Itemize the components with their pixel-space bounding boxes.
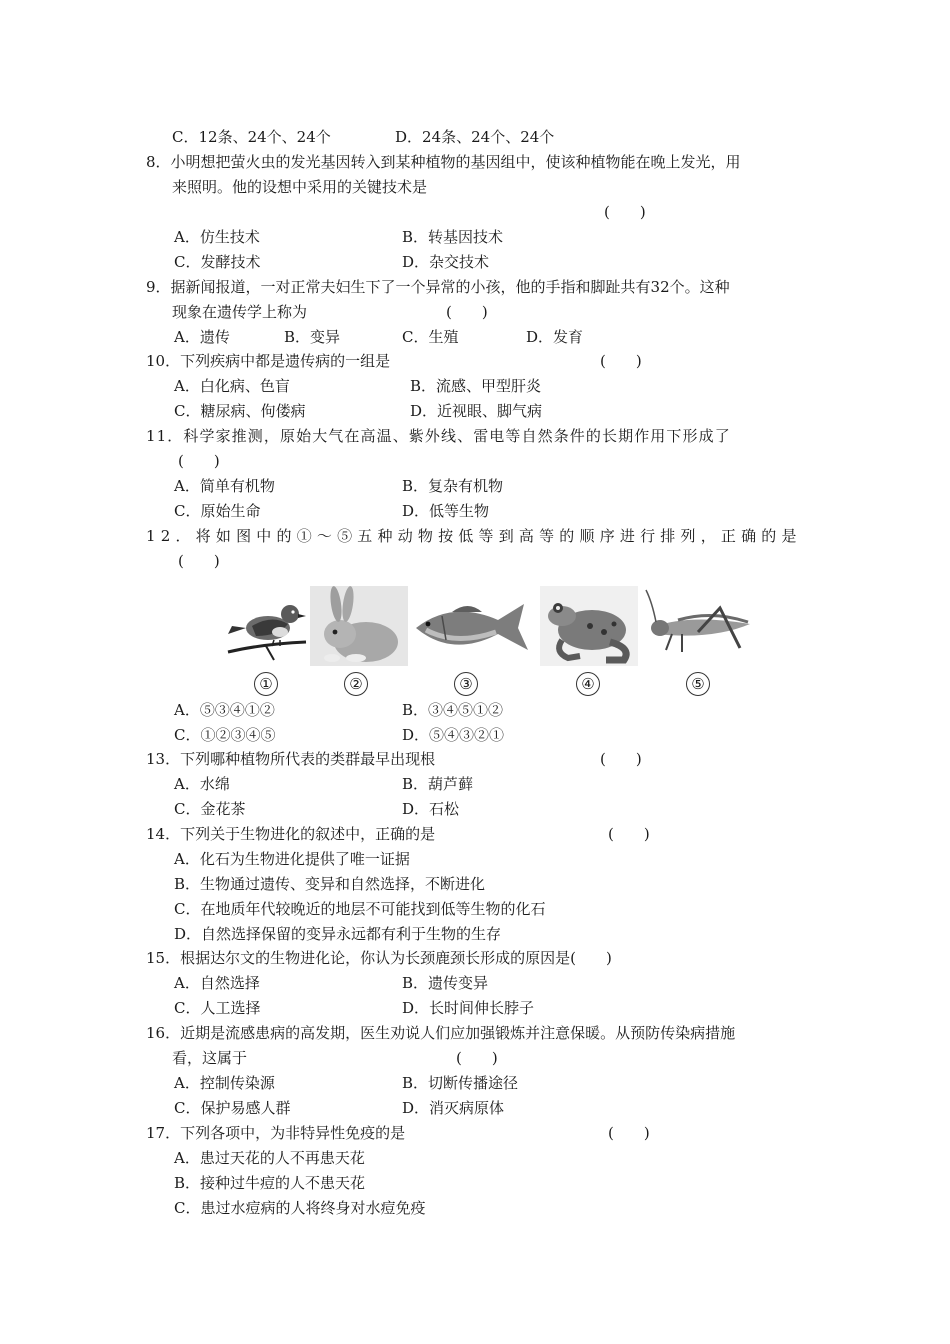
- q9-option-c: C．生殖: [402, 328, 459, 346]
- q11-stem: 11．科学家推测，原始大气在高温、紫外线、雷电等自然条件的长期作用下形成了: [146, 427, 731, 445]
- q7-option-d: D．24条、24个、24个: [395, 128, 555, 146]
- q12-answer-paren: ( ): [178, 552, 220, 570]
- q10-option-d: D．近视眼、脚气病: [410, 402, 543, 420]
- q16-option-d: D．消灭病原体: [402, 1099, 505, 1117]
- q12-option-b: B．③④⑤①②: [402, 701, 504, 719]
- animal-label-3: ③: [454, 672, 478, 696]
- q10-option-b: B．流感、甲型肝炎: [410, 377, 542, 395]
- fish-image: [412, 586, 536, 666]
- q13-option-d: D．石松: [402, 800, 460, 818]
- q8-stem-line1: 8．小明想把萤火虫的发光基因转入到某种植物的基因组中，使该种植物能在晚上发光，用: [146, 153, 741, 171]
- sparrow-image: [222, 586, 310, 666]
- q9-option-b: B．变异: [284, 328, 341, 346]
- q10-option-c: C．糖尿病、佝偻病: [174, 402, 306, 420]
- q8-answer-paren: ( ): [604, 203, 646, 221]
- q9-stem-line2: 现象在遗传学上称为: [172, 303, 308, 321]
- animal-label-2: ②: [344, 672, 368, 696]
- q12-option-c: C．①②③④⑤: [174, 726, 276, 744]
- q8-stem-line2: 来照明。他的设想中采用的关键技术是: [172, 178, 428, 196]
- q16-answer-paren: ( ): [456, 1049, 498, 1067]
- q11-answer-paren: ( ): [178, 452, 220, 470]
- rabbit-image: [310, 586, 408, 666]
- q8-option-c: C．发酵技术: [174, 253, 261, 271]
- q14-option-a: A．化石为生物进化提供了唯一证据: [174, 850, 410, 868]
- animal-label-5: ⑤: [686, 672, 710, 696]
- q8-option-b: B．转基因技术: [402, 228, 504, 246]
- frog-image: [540, 586, 638, 666]
- q11-option-c: C．原始生命: [174, 502, 261, 520]
- q9-option-a: A．遗传: [174, 328, 230, 346]
- q16-stem-line1: 16．近期是流感患病的高发期，医生劝说人们应加强锻炼并注意保暖。从预防传染病措施: [146, 1024, 736, 1042]
- q17-answer-paren: ( ): [608, 1124, 650, 1142]
- q16-option-a: A．控制传染源: [174, 1074, 275, 1092]
- q8-option-a: A．仿生技术: [174, 228, 260, 246]
- q15-stem: 15．根据达尔文的生物进化论，你认为长颈鹿颈长形成的原因是( ): [146, 949, 612, 967]
- q11-option-b: B．复杂有机物: [402, 477, 504, 495]
- q15-option-a: A．自然选择: [174, 974, 260, 992]
- q14-answer-paren: ( ): [608, 825, 650, 843]
- q13-option-b: B．葫芦藓: [402, 775, 474, 793]
- q10-answer-paren: ( ): [600, 352, 642, 370]
- q13-option-c: C．金花茶: [174, 800, 246, 818]
- q12-option-d: D．⑤④③②①: [402, 726, 505, 744]
- q10-stem: 10．下列疾病中都是遗传病的一组是: [146, 352, 391, 370]
- q12-option-a: A．⑤③④①②: [174, 701, 275, 719]
- q17-option-a: A．患过天花的人不再患天花: [174, 1149, 365, 1167]
- q15-option-b: B．遗传变异: [402, 974, 489, 992]
- q15-option-c: C．人工选择: [174, 999, 261, 1017]
- q8-option-d: D．杂交技术: [402, 253, 490, 271]
- q14-option-b: B．生物通过遗传、变异和自然选择，不断进化: [174, 875, 486, 893]
- q7-option-c: C．12条、24个、24个: [172, 128, 331, 146]
- q17-stem: 17．下列各项中，为非特异性免疫的是: [146, 1124, 406, 1142]
- animal-label-1: ①: [254, 672, 278, 696]
- q12-stem: 12．将如图中的①～⑤五种动物按低等到高等的顺序进行排列，正确的是: [146, 527, 802, 545]
- animal-figure: [222, 586, 762, 696]
- q9-answer-paren: ( ): [446, 303, 488, 321]
- q11-option-d: D．低等生物: [402, 502, 490, 520]
- q14-option-d: D．自然选择保留的变异永远都有利于生物的生存: [174, 925, 502, 943]
- q14-stem: 14．下列关于生物进化的叙述中，正确的是: [146, 825, 436, 843]
- q9-stem-line1: 9．据新闻报道，一对正常夫妇生下了一个异常的小孩，他的手指和脚趾共有32个。这种: [146, 278, 730, 296]
- q16-option-c: C．保护易感人群: [174, 1099, 291, 1117]
- grasshopper-image: [642, 586, 758, 666]
- q10-option-a: A．白化病、色盲: [174, 377, 290, 395]
- animal-label-4: ④: [576, 672, 600, 696]
- q16-option-b: B．切断传播途径: [402, 1074, 519, 1092]
- q9-option-d: D．发育: [526, 328, 584, 346]
- q17-option-b: B．接种过牛痘的人不患天花: [174, 1174, 366, 1192]
- q14-option-c: C．在地质年代较晚近的地层不可能找到低等生物的化石: [174, 900, 546, 918]
- q11-option-a: A．简单有机物: [174, 477, 275, 495]
- q13-stem: 13．下列哪种植物所代表的类群最早出现根: [146, 750, 436, 768]
- q13-option-a: A．水绵: [174, 775, 230, 793]
- q17-option-c: C．患过水痘病的人将终身对水痘免疫: [174, 1199, 426, 1217]
- q16-stem-line2: 看，这属于: [172, 1049, 248, 1067]
- q15-option-d: D．长时间伸长脖子: [402, 999, 535, 1017]
- q13-answer-paren: ( ): [600, 750, 642, 768]
